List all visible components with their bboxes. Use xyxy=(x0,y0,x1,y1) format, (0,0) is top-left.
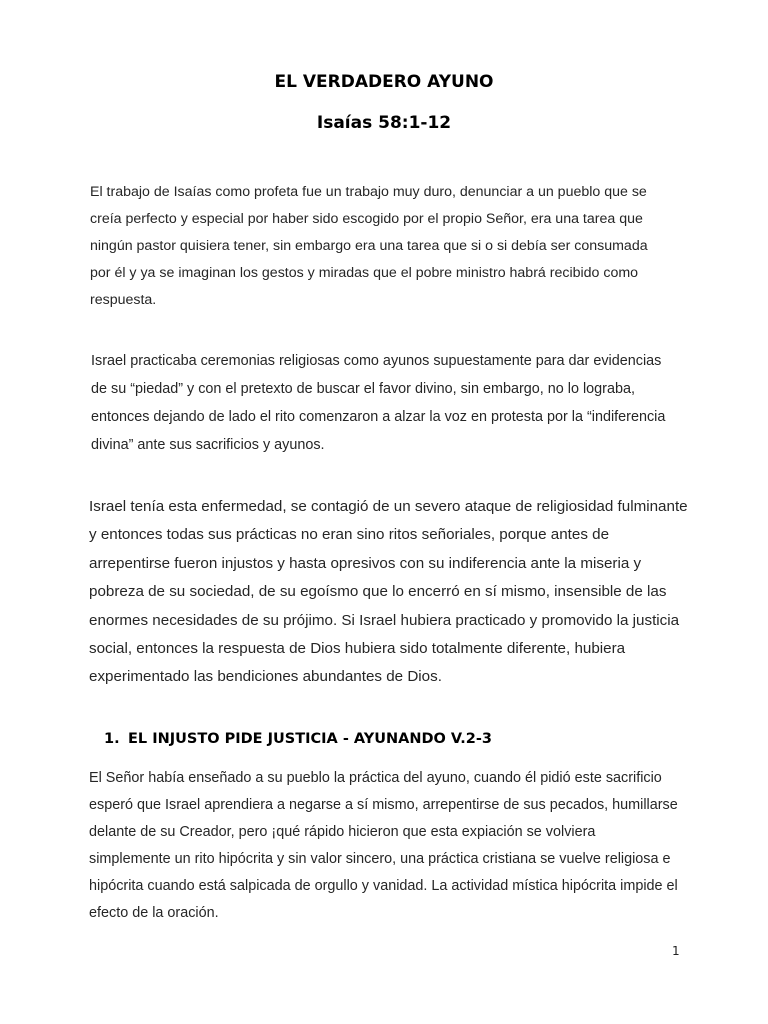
paragraph-2: Israel practicaba ceremonias religiosas como ayunos supuestamente para dar evidencias de su “piedad” y con el pretexto de buscar el favor divino, sin embargo, no lo lograba, entonces dejando de lado el rito comenzaron a alzar la voz en protesta por la “indiferencia divina” ante sus sacrificios y ayunos. xyxy=(91,353,666,453)
section-heading xyxy=(104,731,492,747)
section-paragraph: El Señor había enseñado a su pueblo la práctica del ayuno, cuando él pidió este sacrificio esperó que Israel aprendiera a negarse a sí mismo, arrepentirse de sus pecados, humillarse delante de su Creador, pero ¡qué rápido hicieron que esta expiación se volviera simplemente un rito hipócrita y sin valor sincero, una práctica cristiana se vuelve religiosa e hipócrita cuando está salpicada de orgullo y vanidad. La actividad mística hipócrita impide el efecto de la oración. xyxy=(89,770,678,921)
section-number: 1. xyxy=(104,731,120,747)
document-subtitle: Isaías 58:1-12 xyxy=(316,113,452,133)
page-number: 1 xyxy=(672,944,680,958)
document-title: EL VERDADERO AYUNO xyxy=(274,72,494,92)
paragraph-3: Israel tenía esta enfermedad, se contagió de un severo ataque de religiosidad fulminante y entonces todas sus prácticas no eran sino ritos señoriales, porque antes de arrepentirse fueron injustos y hasta opresivos con su indiferencia ante la miseria y pobreza de su sociedad, de su egoísmo que lo encerró en sí mismo, insensible de las enormes necesidades de su prójimo. Si Israel hubiera practicado y promovido la justicia social, entonces la respuesta de Dios hubiera sido totalmente diferente, hubiera experimentado las bendiciones abundantes de Dios. xyxy=(89,498,688,686)
paragraph-1: El trabajo de Isaías como profeta fue un trabajo muy duro, denunciar a un pueblo que se creía perfecto y especial por haber sido escogido por el propio Señor, era una tarea que ningún pastor quisiera tener, sin embargo era una tarea que si o si debía ser consumada por él y ya se imaginan los gestos y miradas que el pobre ministro habrá recibido como respuesta. xyxy=(90,184,648,308)
section-heading-text: EL INJUSTO PIDE JUSTICIA - AYUNANDO V.2-3 xyxy=(128,731,492,747)
